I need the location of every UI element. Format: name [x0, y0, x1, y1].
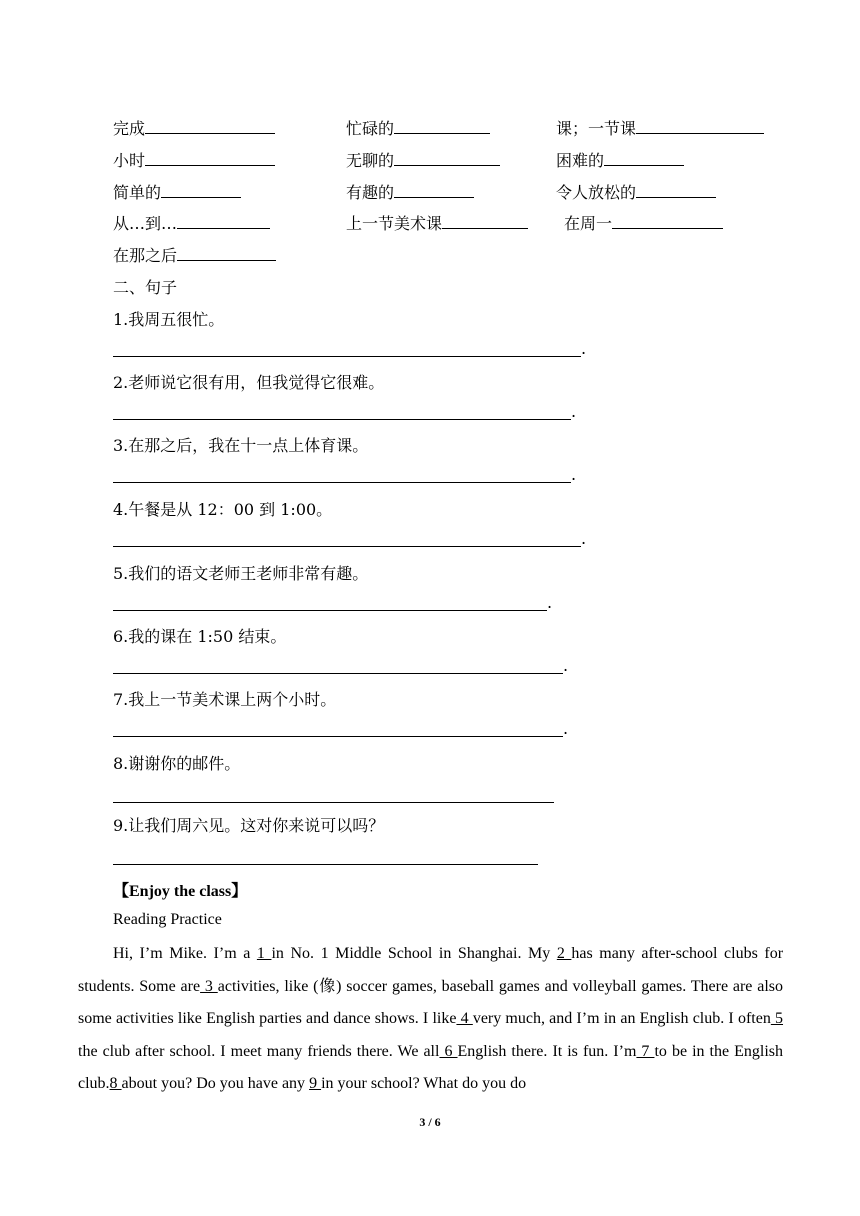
fill-blank[interactable] — [442, 212, 528, 229]
answer-line[interactable] — [113, 782, 554, 803]
answer-line[interactable] — [113, 462, 571, 483]
section-heading: 二、句子 — [113, 278, 178, 297]
vocab-row — [113, 148, 813, 174]
fill-blank[interactable] — [394, 181, 474, 198]
vocab-row — [113, 116, 813, 142]
reading-title: Reading Practice — [113, 911, 222, 928]
answer-line[interactable] — [113, 653, 563, 674]
answer-period: . — [571, 402, 577, 421]
blank-5[interactable]: 5 — [770, 1010, 784, 1027]
blank-8[interactable]: 8 — [109, 1075, 122, 1092]
vocab-item: 在周一 — [564, 211, 723, 234]
vocab-item: 课；一节课 — [556, 116, 764, 139]
answer-period: . — [563, 719, 569, 738]
answer-period: . — [563, 656, 569, 675]
answer-line[interactable] — [113, 526, 581, 547]
vocab-item: 令人放松的 — [556, 180, 716, 203]
sentence-prompt: 2.老师说它很有用，但我觉得它很难。 — [113, 373, 385, 392]
sentence-prompt: 3.在那之后，我在十一点上体育课。 — [113, 436, 369, 455]
vocab-row — [113, 211, 813, 237]
sentence-prompt: 6.我的课在 1:50 结束。 — [113, 627, 287, 646]
answer-period: . — [571, 465, 577, 484]
fill-blank[interactable] — [145, 149, 275, 166]
blank-3[interactable]: 3 — [200, 977, 218, 995]
sentence-prompt: 5.我们的语文老师王老师非常有趣。 — [113, 564, 369, 583]
answer-line[interactable] — [113, 716, 563, 737]
blank-4[interactable]: 4 — [456, 1010, 473, 1027]
enjoy-class-heading: 【Enjoy the class】 — [113, 883, 248, 900]
vocab-item: 小时 — [113, 148, 275, 171]
vocab-row — [113, 180, 813, 206]
fill-blank[interactable] — [161, 181, 241, 198]
sentence-prompt: 9.让我们周六见。这对你来说可以吗？ — [113, 816, 385, 835]
fill-blank[interactable] — [177, 212, 270, 229]
answer-line[interactable] — [113, 336, 581, 357]
vocab-item: 简单的 — [113, 180, 241, 203]
blank-6[interactable]: 6 — [439, 1042, 458, 1060]
sentence-prompt: 8.谢谢你的邮件。 — [113, 754, 241, 773]
vocab-item: 有趣的 — [346, 180, 474, 203]
fill-blank[interactable] — [394, 117, 490, 134]
sentence-prompt: 1.我周五很忙。 — [113, 310, 225, 329]
vocab-item: 上一节美术课 — [346, 211, 528, 234]
page-number: 3 / 6 — [419, 1115, 441, 1129]
fill-blank[interactable] — [145, 117, 275, 134]
fill-blank[interactable] — [604, 149, 684, 166]
fill-blank[interactable] — [612, 212, 723, 229]
vocab-item: 从…到… — [113, 211, 270, 234]
vocab-item: 忙碌的 — [346, 116, 490, 139]
fill-blank[interactable] — [394, 149, 500, 166]
answer-line[interactable] — [113, 399, 571, 420]
reading-passage: Hi, I’m Mike. I’m a 1 in No. 1 Middle School in Shanghai. My 2 has many after-school clubs for students. Some are 3 activities, like (像) soccer games, baseball games and volleyball games. There are also some activities like English parties and dance shows. I like 4 very much, and I’m in an English club. I often 5 the club after school. I meet many friends there. We all 6 English there. It is fun. I’m 7 to be in the English club.8 about you? Do you have any 9 in your school? What do you do — [78, 945, 784, 1092]
vocab-item: 完成 — [113, 116, 275, 139]
vocab-row — [113, 243, 813, 269]
sentence-prompt: 4.午餐是从 12：00 到 1:00。 — [113, 500, 333, 519]
answer-line[interactable] — [113, 590, 547, 611]
fill-blank[interactable] — [636, 181, 716, 198]
vocab-item: 无聊的 — [346, 148, 500, 171]
answer-period: . — [581, 529, 587, 548]
sentence-prompt: 7.我上一节美术课上两个小时。 — [113, 690, 337, 709]
blank-1[interactable]: 1 — [256, 945, 272, 962]
vocab-item: 困难的 — [556, 148, 684, 171]
answer-period: . — [547, 593, 553, 612]
vocab-item: 在那之后 — [113, 243, 276, 266]
blank-9[interactable]: 9 — [309, 1075, 322, 1092]
fill-blank[interactable] — [177, 244, 276, 261]
blank-7[interactable]: 7 — [636, 1042, 655, 1060]
answer-period: . — [581, 339, 587, 358]
answer-line[interactable] — [113, 844, 538, 865]
blank-2[interactable]: 2 — [556, 945, 572, 962]
fill-blank[interactable] — [636, 117, 764, 134]
